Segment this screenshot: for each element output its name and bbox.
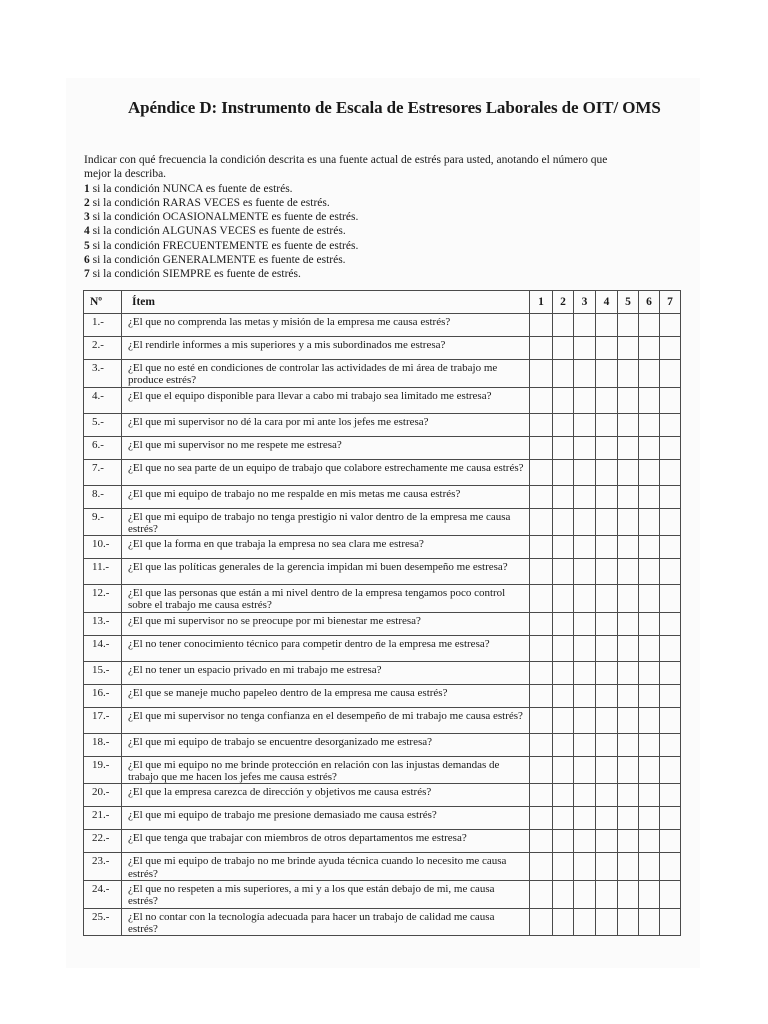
answer-cell-4[interactable] <box>596 707 618 733</box>
item-text: ¿El que mi equipo de trabajo no tenga prestigio ni valor dentro de la empresa me causa estrés? <box>122 508 530 536</box>
item-number: 20.- <box>84 784 122 807</box>
scale-number: 6 <box>84 254 90 267</box>
item-text: ¿El que no respeten a mis superiores, a mi y a los que están debajo de mi, me causa estrés? <box>122 880 530 908</box>
table-row <box>84 733 681 756</box>
answer-cell-5[interactable] <box>618 733 639 756</box>
item-number: 1.- <box>84 314 122 337</box>
answer-cell-6[interactable] <box>639 661 660 684</box>
item-number: 4.- <box>84 387 122 413</box>
item-number: 8.- <box>84 485 122 508</box>
answer-cell-4[interactable] <box>596 612 618 635</box>
answer-cell-1[interactable] <box>530 784 553 807</box>
answer-cell-3[interactable] <box>574 707 596 733</box>
answer-cell-1[interactable] <box>530 337 553 360</box>
item-text: ¿El que no comprenda las metas y misión de la empresa me causa estrés? <box>122 314 530 337</box>
answer-cell-6[interactable] <box>639 559 660 585</box>
scale-number: 7 <box>84 268 90 281</box>
answer-cell-6[interactable] <box>639 459 660 485</box>
answer-cell-1[interactable] <box>530 635 553 661</box>
item-text: ¿El que las personas que están a mi nivel dentro de la empresa tengamos poco control sobre el trabajo me causa estrés? <box>122 585 530 613</box>
answer-cell-5[interactable] <box>618 635 639 661</box>
answer-cell-1[interactable] <box>530 684 553 707</box>
scale-item <box>84 267 694 281</box>
answer-cell-5[interactable] <box>618 707 639 733</box>
answer-cell-4[interactable] <box>596 508 618 536</box>
answer-cell-2[interactable] <box>553 413 574 436</box>
answer-cell-1[interactable] <box>530 807 553 830</box>
answer-cell-7[interactable] <box>660 360 681 388</box>
header-option-3: 3 <box>574 291 596 314</box>
answer-cell-5[interactable] <box>618 661 639 684</box>
answer-cell-7[interactable] <box>660 559 681 585</box>
answer-cell-5[interactable] <box>618 559 639 585</box>
scale-text: si la condición GENERALMENTE es fuente de estrés. <box>92 254 346 267</box>
answer-cell-4[interactable] <box>596 337 618 360</box>
answer-cell-2[interactable] <box>553 360 574 388</box>
answer-cell-4[interactable] <box>596 807 618 830</box>
item-text: ¿El que mi equipo de trabajo se encuentre desorganizado me estresa? <box>122 733 530 756</box>
answer-cell-7[interactable] <box>660 508 681 536</box>
item-text: ¿El que el equipo disponible para llevar a cabo mi trabajo sea limitado me estresa? <box>122 387 530 413</box>
answer-cell-6[interactable] <box>639 436 660 459</box>
answer-cell-2[interactable] <box>553 908 574 936</box>
answer-cell-3[interactable] <box>574 413 596 436</box>
answer-cell-1[interactable] <box>530 585 553 613</box>
table-row <box>84 314 681 337</box>
item-number: 24.- <box>84 880 122 908</box>
item-text: ¿El que mi equipo de trabajo no me respalde en mis metas me causa estrés? <box>122 485 530 508</box>
answer-cell-1[interactable] <box>530 612 553 635</box>
table-row <box>84 661 681 684</box>
answer-cell-7[interactable] <box>660 485 681 508</box>
answer-cell-1[interactable] <box>530 387 553 413</box>
answer-cell-6[interactable] <box>639 635 660 661</box>
table-row <box>84 908 681 936</box>
answer-cell-3[interactable] <box>574 784 596 807</box>
answer-cell-1[interactable] <box>530 830 553 853</box>
scale-text: si la condición RARAS VECES es fuente de estrés. <box>92 196 330 209</box>
scale-text: si la condición OCASIONALMENTE es fuente de estrés. <box>92 211 359 224</box>
table-row <box>84 337 681 360</box>
item-number: 16.- <box>84 684 122 707</box>
answer-cell-7[interactable] <box>660 908 681 936</box>
answer-cell-4[interactable] <box>596 784 618 807</box>
item-number: 3.- <box>84 360 122 388</box>
answer-cell-5[interactable] <box>618 880 639 908</box>
answer-cell-1[interactable] <box>530 559 553 585</box>
header-option-7: 7 <box>660 291 681 314</box>
answer-cell-6[interactable] <box>639 908 660 936</box>
answer-cell-6[interactable] <box>639 707 660 733</box>
scale-number: 1 <box>84 182 90 195</box>
table-header-row <box>84 291 681 314</box>
answer-cell-3[interactable] <box>574 459 596 485</box>
item-number: 5.- <box>84 413 122 436</box>
answer-cell-5[interactable] <box>618 756 639 784</box>
answer-cell-6[interactable] <box>639 585 660 613</box>
header-item: Ítem <box>122 291 530 314</box>
answer-cell-1[interactable] <box>530 459 553 485</box>
item-number: 2.- <box>84 337 122 360</box>
answer-cell-2[interactable] <box>553 784 574 807</box>
item-number: 21.- <box>84 807 122 830</box>
answer-cell-5[interactable] <box>618 337 639 360</box>
item-number: 9.- <box>84 508 122 536</box>
answer-cell-4[interactable] <box>596 880 618 908</box>
item-text: ¿El que no esté en condiciones de controlar las actividades de mi área de trabajo me produce estrés? <box>122 360 530 388</box>
answer-cell-1[interactable] <box>530 707 553 733</box>
answer-cell-2[interactable] <box>553 880 574 908</box>
answer-cell-5[interactable] <box>618 684 639 707</box>
answer-cell-7[interactable] <box>660 436 681 459</box>
answer-cell-2[interactable] <box>553 485 574 508</box>
table-row <box>84 830 681 853</box>
answer-cell-7[interactable] <box>660 784 681 807</box>
header-number: Nº <box>84 291 122 314</box>
table-row <box>84 413 681 436</box>
answer-cell-2[interactable] <box>553 314 574 337</box>
answer-cell-2[interactable] <box>553 436 574 459</box>
scale-item <box>84 196 694 210</box>
answer-cell-7[interactable] <box>660 536 681 559</box>
scale-legend <box>84 182 694 282</box>
answer-cell-2[interactable] <box>553 387 574 413</box>
answer-cell-2[interactable] <box>553 612 574 635</box>
table-row <box>84 612 681 635</box>
answer-cell-1[interactable] <box>530 436 553 459</box>
answer-cell-6[interactable] <box>639 360 660 388</box>
answer-cell-3[interactable] <box>574 314 596 337</box>
scale-number: 5 <box>84 239 90 252</box>
scale-text: si la condición NUNCA es fuente de estrés. <box>92 182 293 195</box>
item-text: ¿El que se maneje mucho papeleo dentro de la empresa me causa estrés? <box>122 684 530 707</box>
table-row <box>84 360 681 388</box>
answer-cell-2[interactable] <box>553 459 574 485</box>
item-text: ¿El que las políticas generales de la gerencia impidan mi buen desempeño me estresa? <box>122 559 530 585</box>
answer-cell-4[interactable] <box>596 661 618 684</box>
answer-cell-3[interactable] <box>574 908 596 936</box>
answer-cell-2[interactable] <box>553 661 574 684</box>
answer-cell-6[interactable] <box>639 337 660 360</box>
answer-cell-3[interactable] <box>574 436 596 459</box>
answer-cell-5[interactable] <box>618 612 639 635</box>
answer-cell-5[interactable] <box>618 853 639 881</box>
item-text: ¿El que mi supervisor no dé la cara por mi ante los jefes me estresa? <box>122 413 530 436</box>
table-row <box>84 387 681 413</box>
answer-cell-3[interactable] <box>574 733 596 756</box>
answer-cell-7[interactable] <box>660 387 681 413</box>
answer-cell-1[interactable] <box>530 908 553 936</box>
item-number: 22.- <box>84 830 122 853</box>
scale-item <box>84 253 694 267</box>
table-row <box>84 635 681 661</box>
answer-cell-6[interactable] <box>639 612 660 635</box>
item-text: ¿El rendirle informes a mis superiores y a mis subordinados me estresa? <box>122 337 530 360</box>
answer-cell-7[interactable] <box>660 807 681 830</box>
item-number: 17.- <box>84 707 122 733</box>
item-number: 12.- <box>84 585 122 613</box>
header-option-2: 2 <box>553 291 574 314</box>
answer-cell-7[interactable] <box>660 853 681 881</box>
table-row <box>84 880 681 908</box>
answer-cell-3[interactable] <box>574 485 596 508</box>
answer-cell-2[interactable] <box>553 684 574 707</box>
item-text: ¿El no contar con la tecnología adecuada para hacer un trabajo de calidad me causa estrés? <box>122 908 530 936</box>
answer-cell-6[interactable] <box>639 413 660 436</box>
answer-cell-3[interactable] <box>574 756 596 784</box>
item-number: 25.- <box>84 908 122 936</box>
answer-cell-1[interactable] <box>530 413 553 436</box>
answer-cell-1[interactable] <box>530 314 553 337</box>
header-option-5: 5 <box>618 291 639 314</box>
answer-cell-3[interactable] <box>574 585 596 613</box>
answer-cell-5[interactable] <box>618 436 639 459</box>
answer-cell-2[interactable] <box>553 733 574 756</box>
answer-cell-2[interactable] <box>553 536 574 559</box>
answer-cell-5[interactable] <box>618 508 639 536</box>
table-row <box>84 853 681 881</box>
answer-cell-5[interactable] <box>618 387 639 413</box>
scale-item <box>84 239 694 253</box>
item-text: ¿El que no sea parte de un equipo de trabajo que colabore estrechamente me causa estrés? <box>122 459 530 485</box>
answer-cell-3[interactable] <box>574 853 596 881</box>
answer-cell-5[interactable] <box>618 784 639 807</box>
table-row <box>84 784 681 807</box>
instructions-block <box>84 153 694 282</box>
answer-cell-7[interactable] <box>660 459 681 485</box>
item-text: ¿El que la empresa carezca de dirección y objetivos me causa estrés? <box>122 784 530 807</box>
answer-cell-7[interactable] <box>660 733 681 756</box>
answer-cell-1[interactable] <box>530 508 553 536</box>
answer-cell-6[interactable] <box>639 387 660 413</box>
table-row <box>84 585 681 613</box>
table-row <box>84 807 681 830</box>
answer-cell-7[interactable] <box>660 314 681 337</box>
item-number: 10.- <box>84 536 122 559</box>
answer-cell-1[interactable] <box>530 536 553 559</box>
table-row <box>84 508 681 536</box>
answer-cell-7[interactable] <box>660 413 681 436</box>
answer-cell-4[interactable] <box>596 559 618 585</box>
item-text: ¿El que mi supervisor no me respete me estresa? <box>122 436 530 459</box>
answer-cell-3[interactable] <box>574 612 596 635</box>
instructions-line: mejor la describa. <box>84 168 167 181</box>
answer-cell-1[interactable] <box>530 733 553 756</box>
answer-cell-7[interactable] <box>660 612 681 635</box>
item-number: 18.- <box>84 733 122 756</box>
answer-cell-4[interactable] <box>596 459 618 485</box>
answer-cell-2[interactable] <box>553 508 574 536</box>
item-number: 15.- <box>84 661 122 684</box>
answer-cell-4[interactable] <box>596 830 618 853</box>
answer-cell-6[interactable] <box>639 807 660 830</box>
answer-cell-7[interactable] <box>660 756 681 784</box>
scale-number: 4 <box>84 225 90 238</box>
item-number: 19.- <box>84 756 122 784</box>
answer-cell-2[interactable] <box>553 337 574 360</box>
answer-cell-5[interactable] <box>618 413 639 436</box>
item-number: 6.- <box>84 436 122 459</box>
answer-cell-3[interactable] <box>574 387 596 413</box>
answer-cell-5[interactable] <box>618 360 639 388</box>
answer-cell-6[interactable] <box>639 684 660 707</box>
answer-cell-3[interactable] <box>574 559 596 585</box>
answer-cell-5[interactable] <box>618 807 639 830</box>
answer-cell-3[interactable] <box>574 880 596 908</box>
answer-cell-1[interactable] <box>530 661 553 684</box>
scale-text: si la condición FRECUENTEMENTE es fuente de estrés. <box>92 239 359 252</box>
answer-cell-3[interactable] <box>574 661 596 684</box>
table-row <box>84 707 681 733</box>
answer-cell-2[interactable] <box>553 707 574 733</box>
answer-cell-4[interactable] <box>596 360 618 388</box>
answer-cell-2[interactable] <box>553 807 574 830</box>
answer-cell-4[interactable] <box>596 908 618 936</box>
answer-cell-2[interactable] <box>553 585 574 613</box>
header-option-4: 4 <box>596 291 618 314</box>
answer-cell-7[interactable] <box>660 830 681 853</box>
answer-cell-1[interactable] <box>530 756 553 784</box>
table-row <box>84 559 681 585</box>
answer-cell-7[interactable] <box>660 661 681 684</box>
answer-cell-1[interactable] <box>530 360 553 388</box>
answer-cell-7[interactable] <box>660 707 681 733</box>
stressor-table <box>83 290 681 936</box>
item-text: ¿El que mi equipo de trabajo me presione demasiado me causa estrés? <box>122 807 530 830</box>
scale-number: 2 <box>84 196 90 209</box>
item-number: 14.- <box>84 635 122 661</box>
answer-cell-3[interactable] <box>574 830 596 853</box>
answer-cell-4[interactable] <box>596 684 618 707</box>
item-number: 13.- <box>84 612 122 635</box>
answer-cell-4[interactable] <box>596 585 618 613</box>
answer-cell-3[interactable] <box>574 635 596 661</box>
answer-cell-6[interactable] <box>639 536 660 559</box>
answer-cell-7[interactable] <box>660 635 681 661</box>
answer-cell-3[interactable] <box>574 807 596 830</box>
answer-cell-1[interactable] <box>530 485 553 508</box>
scale-item <box>84 224 694 238</box>
item-text: ¿El que mi equipo no me brinde protección en relación con las injustas demandas de trabajo que me hacen los jefes me causa estrés? <box>122 756 530 784</box>
answer-cell-3[interactable] <box>574 536 596 559</box>
item-text: ¿El que tenga que trabajar con miembros de otros departamentos me estresa? <box>122 830 530 853</box>
answer-cell-4[interactable] <box>596 536 618 559</box>
answer-cell-5[interactable] <box>618 830 639 853</box>
answer-cell-6[interactable] <box>639 756 660 784</box>
answer-cell-6[interactable] <box>639 508 660 536</box>
answer-cell-2[interactable] <box>553 635 574 661</box>
answer-cell-5[interactable] <box>618 485 639 508</box>
answer-cell-3[interactable] <box>574 684 596 707</box>
answer-cell-6[interactable] <box>639 733 660 756</box>
item-text: ¿El que mi equipo de trabajo no me brinde ayuda técnica cuando lo necesito me causa estrés? <box>122 853 530 881</box>
answer-cell-4[interactable] <box>596 853 618 881</box>
answer-cell-7[interactable] <box>660 585 681 613</box>
answer-cell-2[interactable] <box>553 559 574 585</box>
instructions-line: Indicar con qué frecuencia la condición descrita es una fuente actual de estrés para usted, anotando el número que <box>84 154 608 166</box>
answer-cell-2[interactable] <box>553 756 574 784</box>
answer-cell-4[interactable] <box>596 387 618 413</box>
answer-cell-7[interactable] <box>660 880 681 908</box>
item-text: ¿El no tener conocimiento técnico para competir dentro de la empresa me estresa? <box>122 635 530 661</box>
item-text: ¿El que mi supervisor no tenga confianza en el desempeño de mi trabajo me causa estrés? <box>122 707 530 733</box>
header-option-1: 1 <box>530 291 553 314</box>
item-number: 11.- <box>84 559 122 585</box>
answer-cell-1[interactable] <box>530 853 553 881</box>
answer-cell-1[interactable] <box>530 880 553 908</box>
item-text: ¿El que mi supervisor no se preocupe por mi bienestar me estresa? <box>122 612 530 635</box>
answer-cell-6[interactable] <box>639 880 660 908</box>
answer-cell-6[interactable] <box>639 853 660 881</box>
answer-cell-3[interactable] <box>574 508 596 536</box>
answer-cell-6[interactable] <box>639 485 660 508</box>
answer-cell-4[interactable] <box>596 485 618 508</box>
answer-cell-6[interactable] <box>639 830 660 853</box>
answer-cell-5[interactable] <box>618 314 639 337</box>
answer-cell-2[interactable] <box>553 830 574 853</box>
answer-cell-5[interactable] <box>618 585 639 613</box>
item-number: 7.- <box>84 459 122 485</box>
answer-cell-3[interactable] <box>574 337 596 360</box>
answer-cell-6[interactable] <box>639 784 660 807</box>
table-row <box>84 756 681 784</box>
answer-cell-4[interactable] <box>596 733 618 756</box>
scale-text: si la condición SIEMPRE es fuente de estrés. <box>92 268 301 281</box>
table-row <box>84 485 681 508</box>
answer-cell-5[interactable] <box>618 536 639 559</box>
scale-item <box>84 182 694 196</box>
item-text: ¿El no tener un espacio privado en mi trabajo me estresa? <box>122 661 530 684</box>
answer-cell-4[interactable] <box>596 314 618 337</box>
answer-cell-4[interactable] <box>596 756 618 784</box>
answer-cell-7[interactable] <box>660 337 681 360</box>
item-number: 23.- <box>84 853 122 881</box>
document-title: Apéndice D: Instrumento de Escala de Estresores Laborales de OIT/ OMS <box>128 98 661 117</box>
item-text: ¿El que la forma en que trabaja la empresa no sea clara me estresa? <box>122 536 530 559</box>
answer-cell-2[interactable] <box>553 853 574 881</box>
table-row <box>84 684 681 707</box>
answer-cell-4[interactable] <box>596 436 618 459</box>
scale-item <box>84 210 694 224</box>
answer-cell-4[interactable] <box>596 413 618 436</box>
answer-cell-3[interactable] <box>574 360 596 388</box>
answer-cell-4[interactable] <box>596 635 618 661</box>
answer-cell-7[interactable] <box>660 684 681 707</box>
header-option-6: 6 <box>639 291 660 314</box>
table-row <box>84 459 681 485</box>
answer-cell-5[interactable] <box>618 459 639 485</box>
table-row <box>84 536 681 559</box>
scale-text: si la condición ALGUNAS VECES es fuente de estrés. <box>92 225 346 238</box>
scale-number: 3 <box>84 211 90 224</box>
answer-cell-6[interactable] <box>639 314 660 337</box>
table-row <box>84 436 681 459</box>
answer-cell-5[interactable] <box>618 908 639 936</box>
